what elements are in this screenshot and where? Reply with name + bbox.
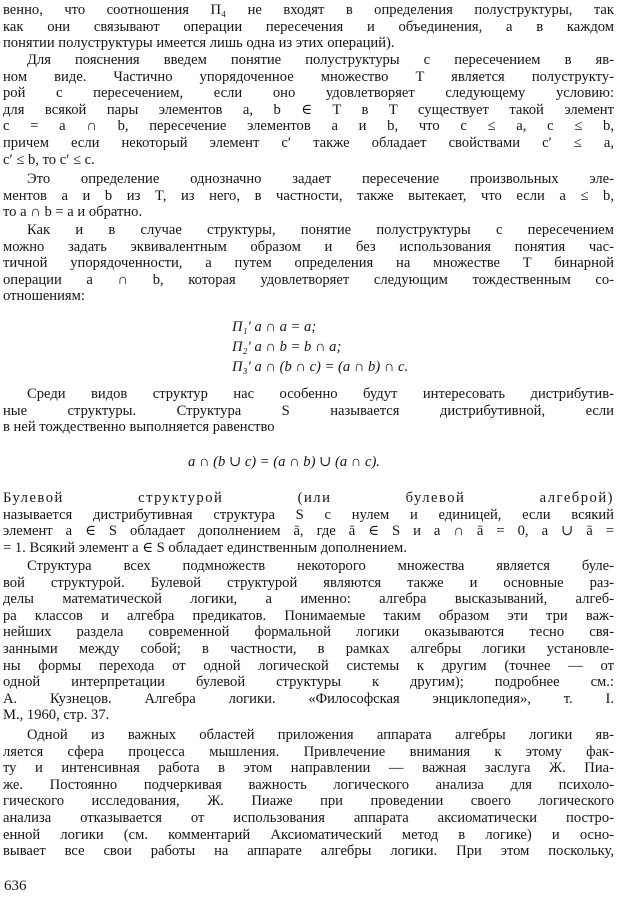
- text-line: А. Кузнецов. Алгебра логики. «Философская энциклопедия», т. I.: [3, 690, 614, 707]
- text-line: венно, что соотношения П₄ не входят в определения полуструктуры, так: [3, 2, 614, 18]
- text-line: гического исследования, Ж. Пиаже при проведении своего логического: [3, 793, 614, 810]
- text-line: отношениям:: [3, 288, 85, 305]
- paragraph-distributive: [3, 386, 614, 436]
- text-line: Для пояснения введем понятие полуструктуры с пересечением в яв-: [27, 52, 614, 68]
- text-line: операции a ∩ b, которая удовлетворяет следующим тождественным со-: [3, 271, 614, 288]
- formula-idempotence: П₁′ a ∩ a = a;: [232, 319, 317, 335]
- text-line: ментов a и b из T, из него, в частности, также вытекает, что если a ≤ b,: [3, 187, 614, 204]
- paragraph-binary-operation: [3, 222, 614, 305]
- formula-distributive-law: a ∩ (b ∪ c) = (a ∩ b) ∪ (a ∩ c).: [188, 454, 380, 470]
- text-line: делы математической логики, а именно: алгебра высказываний, алгеб-: [3, 591, 614, 608]
- text-line: Как и в случае структуры, понятие полуструктуры с пересечением: [27, 222, 614, 238]
- paragraph-piaget: [3, 727, 614, 860]
- paragraph-intersection-unique: [3, 171, 614, 221]
- text-line: ту и интенсивная работа в этом направлении — важная заслуга Ж. Пиа-: [3, 760, 614, 777]
- text-line: рой с пересечением, если оно удовлетворяет следующему условию:: [3, 85, 614, 102]
- text-line: занными между собой; в частности, в рамках алгебры логики установле-: [3, 640, 614, 657]
- text-line: тичной упорядоченности, а путем определения на множестве T бинарной: [3, 255, 614, 272]
- page-number: 636: [4, 878, 27, 894]
- text-line: понятии полуструктуры имеется лишь одна из этих операций).: [3, 35, 395, 52]
- text-line: ном виде. Частично упорядоченное множество T является полуструкту-: [3, 68, 614, 85]
- text-line: ра классов и алгебра предикатов. Понимаемые таким образом эти три важ-: [3, 607, 614, 624]
- paragraph-semilattice-definition: [3, 52, 614, 168]
- text-line: причем если некоторый элемент c′ также обладает свойствами c′ ≤ a,: [3, 134, 614, 151]
- text-line: c = a ∩ b, пересечение элементов a и b, что c ≤ a, c ≤ b,: [3, 118, 614, 135]
- formula-commutativity: П₂′ a ∩ b = b ∩ a;: [232, 339, 342, 355]
- text-line: Булевой структурой (или булевой алгеброй): [3, 490, 614, 506]
- text-line: как они связывают операции пересечения и объединения, а в каждом: [3, 18, 614, 35]
- text-line: ляется сфера процесса мышления. Привлечение внимания к этому фак-: [3, 743, 614, 760]
- text-line: ные структуры. Структура S называется дистрибутивной, если: [3, 402, 614, 419]
- text-line: нейших раздела современной формальной логики оказываются тесно свя-: [3, 624, 614, 641]
- text-line: Структура всех подмножеств некоторого множества является буле-: [27, 558, 614, 574]
- paragraph-continuation: [3, 2, 614, 52]
- text-line: называется дистрибутивная структура S с нулем и единицей, если всякий: [3, 506, 614, 523]
- text-line: то a ∩ b = a и обратно.: [3, 204, 143, 221]
- text-line: = 1. Всякий элемент a ∈ S обладает единственным дополнением.: [3, 539, 407, 556]
- text-line: Одной из важных областей приложения аппарата алгебры логики яв-: [27, 727, 614, 743]
- text-line: вывает все свои работы на аппарате алгебры логики. При этом поскольку,: [3, 843, 614, 860]
- text-line: ны формы перехода от одной логической системы к другим (точнее — от: [3, 657, 614, 674]
- text-line: М., 1960, стр. 37.: [3, 707, 110, 724]
- text-line: можно задать эквивалентным образом и без использования понятия час-: [3, 238, 614, 255]
- paragraph-boolean-structure: [3, 490, 614, 556]
- text-line: в ней тождественно выполняется равенство: [3, 419, 275, 436]
- text-line: вой структурой. Булевой структурой являются также и основные раз-: [3, 574, 614, 591]
- text-line: анализа отказывается от использования аппарата аксиоматически постро-: [3, 809, 614, 826]
- paragraph-subsets: [3, 558, 614, 724]
- text-line: Среди видов структур нас особенно будут интересовать дистрибутив-: [27, 386, 614, 402]
- text-line: c′ ≤ b, то c′ ≤ c.: [3, 151, 95, 168]
- text-line: для всякой пары элементов a, b ∈ T в T существует такой элемент: [3, 101, 614, 118]
- text-line: элемент a ∈ S обладает дополнением ā, где ā ∈ S и a ∩ ā = 0, a ∪ ā =: [3, 523, 614, 540]
- formula-associativity: П₃′ a ∩ (b ∩ c) = (a ∩ b) ∩ c.: [232, 359, 409, 375]
- text-line: же. Постоянно подчеркивая важность логического анализа для психоло-: [3, 776, 614, 793]
- text-line: одной интерпретации булевой структуры к другим); подробнее см.:: [3, 674, 614, 691]
- text-line: енной логики (см. комментарий Аксиоматический метод в логике) и осно-: [3, 826, 614, 843]
- text-line: Это определение однозначно задает пересечение произвольных эле-: [27, 171, 614, 187]
